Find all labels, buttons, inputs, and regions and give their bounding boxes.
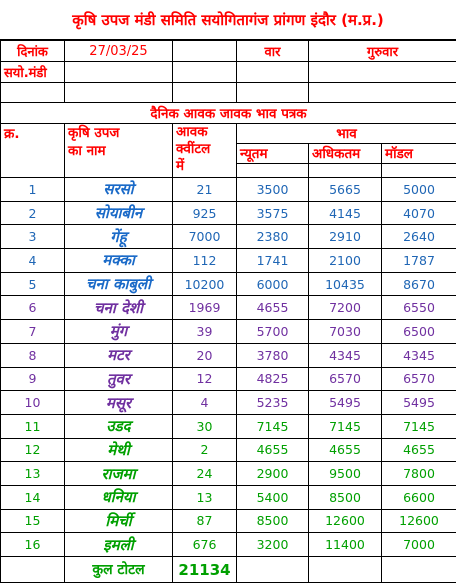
serial-cell: 15: [1, 509, 65, 533]
serial-cell: 3: [1, 225, 65, 249]
modal-price-cell: 4070: [382, 201, 456, 225]
table-row: [1, 249, 456, 273]
max-price-cell: 4655: [309, 438, 382, 462]
col-crop-line2: का नाम: [68, 142, 172, 160]
crop-name-cell: चना काबुली: [65, 272, 173, 296]
serial-cell: 9: [1, 367, 65, 391]
crop-name-cell: धनिया: [65, 485, 173, 509]
arrival-cell: 39: [173, 320, 237, 344]
modal-price-cell: 5495: [382, 391, 456, 415]
max-price-cell: 11400: [309, 533, 382, 557]
max-price-cell: 9500: [309, 462, 382, 486]
serial-cell: 6: [1, 296, 65, 320]
max-price-cell: 5495: [309, 391, 382, 415]
crop-name-cell: मिर्ची: [65, 509, 173, 533]
modal-price-cell: 6550: [382, 296, 456, 320]
price-table: [0, 40, 456, 583]
crop-name-cell: तुवर: [65, 367, 173, 391]
col-max: अधिकतम: [309, 144, 382, 164]
col-arrival-line3: में: [176, 158, 236, 175]
serial-cell: 4: [1, 249, 65, 273]
modal-price-cell: 6570: [382, 367, 456, 391]
min-price-cell: 3780: [237, 343, 309, 367]
table-row: [1, 201, 456, 225]
serial-cell: 11: [1, 414, 65, 438]
market-label: सयो.मंडी: [1, 62, 65, 83]
price-rows: [1, 178, 456, 557]
modal-price-cell: 7000: [382, 533, 456, 557]
serial-cell: 10: [1, 391, 65, 415]
table-row: [1, 485, 456, 509]
crop-name-cell: उडद: [65, 414, 173, 438]
max-price-cell: 7030: [309, 320, 382, 344]
serial-cell: 2: [1, 201, 65, 225]
max-price-cell: 7200: [309, 296, 382, 320]
arrival-cell: 7000: [173, 225, 237, 249]
min-price-cell: 5400: [237, 485, 309, 509]
total-value: 21134: [173, 557, 237, 583]
table-row: [1, 343, 456, 367]
table-row: [1, 296, 456, 320]
day-value: गुरुवार: [309, 41, 456, 62]
modal-price-cell: 4345: [382, 343, 456, 367]
table-row: [1, 178, 456, 202]
arrival-cell: 13: [173, 485, 237, 509]
min-price-cell: 1741: [237, 249, 309, 273]
table-row: [1, 509, 456, 533]
modal-price-cell: 4655: [382, 438, 456, 462]
table-row: [1, 272, 456, 296]
crop-name-cell: सोयाबीन: [65, 201, 173, 225]
table-row: [1, 414, 456, 438]
market-row: [1, 62, 456, 83]
table-row: [1, 391, 456, 415]
serial-cell: 7: [1, 320, 65, 344]
crop-name-cell: राजमा: [65, 462, 173, 486]
total-label: कुल टोटल: [65, 557, 173, 583]
arrival-cell: 24: [173, 462, 237, 486]
min-price-cell: 5700: [237, 320, 309, 344]
col-price: भाव: [237, 124, 456, 144]
min-price-cell: 2900: [237, 462, 309, 486]
crop-name-cell: मेथी: [65, 438, 173, 462]
col-arrival-line2: क्वींटल: [176, 141, 236, 158]
serial-cell: 1: [1, 178, 65, 202]
crop-name-cell: मुंग: [65, 320, 173, 344]
sheet-header: कृषि उपज मंडी समिति सयोगितागंज प्रांगण इंदौर (म.प्र.): [0, 0, 456, 40]
min-price-cell: 5235: [237, 391, 309, 415]
min-price-cell: 6000: [237, 272, 309, 296]
date-label: दिनांक: [1, 41, 65, 62]
total-row: [1, 557, 456, 583]
arrival-cell: 20: [173, 343, 237, 367]
min-price-cell: 4655: [237, 296, 309, 320]
min-price-cell: 4825: [237, 367, 309, 391]
table-row: [1, 367, 456, 391]
min-price-cell: 3200: [237, 533, 309, 557]
serial-cell: 14: [1, 485, 65, 509]
max-price-cell: 5665: [309, 178, 382, 202]
modal-price-cell: 5000: [382, 178, 456, 202]
crop-name-cell: चना देशी: [65, 296, 173, 320]
max-price-cell: 12600: [309, 509, 382, 533]
min-price-cell: 7145: [237, 414, 309, 438]
arrival-cell: 4: [173, 391, 237, 415]
max-price-cell: 8500: [309, 485, 382, 509]
arrival-cell: 87: [173, 509, 237, 533]
min-price-cell: 2380: [237, 225, 309, 249]
arrival-cell: 112: [173, 249, 237, 273]
modal-price-cell: 12600: [382, 509, 456, 533]
table-row: [1, 225, 456, 249]
report-title: दैनिक आवक जावक भाव पत्रक: [1, 103, 456, 124]
arrival-cell: 1969: [173, 296, 237, 320]
date-value: 27/03/25: [65, 41, 173, 62]
min-price-cell: 3500: [237, 178, 309, 202]
min-price-cell: 3575: [237, 201, 309, 225]
arrival-cell: 925: [173, 201, 237, 225]
crop-name-cell: गेंहू: [65, 225, 173, 249]
max-price-cell: 2910: [309, 225, 382, 249]
col-serial: क्र.: [1, 124, 65, 178]
arrival-cell: 12: [173, 367, 237, 391]
crop-name-cell: सरसो: [65, 178, 173, 202]
max-price-cell: 4345: [309, 343, 382, 367]
max-price-cell: 2100: [309, 249, 382, 273]
table-row: [1, 533, 456, 557]
report-title-row: [1, 103, 456, 124]
arrival-cell: 30: [173, 414, 237, 438]
modal-price-cell: 6500: [382, 320, 456, 344]
min-price-cell: 8500: [237, 509, 309, 533]
serial-cell: 5: [1, 272, 65, 296]
serial-cell: 16: [1, 533, 65, 557]
col-arrival-line1: आवक: [176, 124, 236, 141]
col-crop-line1: कृषि उपज: [68, 124, 172, 142]
min-price-cell: 4655: [237, 438, 309, 462]
modal-price-cell: 1787: [382, 249, 456, 273]
serial-cell: 12: [1, 438, 65, 462]
serial-cell: 8: [1, 343, 65, 367]
arrival-cell: 676: [173, 533, 237, 557]
col-modal: मॉडल: [382, 144, 456, 164]
table-row: [1, 462, 456, 486]
arrival-cell: 2: [173, 438, 237, 462]
col-min: न्यूतम: [237, 144, 309, 164]
modal-price-cell: 8670: [382, 272, 456, 296]
modal-price-cell: 6600: [382, 485, 456, 509]
max-price-cell: 10435: [309, 272, 382, 296]
crop-name-cell: मसूर: [65, 391, 173, 415]
max-price-cell: 6570: [309, 367, 382, 391]
day-label: वार: [237, 41, 309, 62]
crop-name-cell: इमली: [65, 533, 173, 557]
crop-name-cell: मटर: [65, 343, 173, 367]
spacer-row: [1, 83, 456, 103]
table-row: [1, 320, 456, 344]
modal-price-cell: 2640: [382, 225, 456, 249]
col-crop: [65, 124, 173, 178]
date-row: [1, 41, 456, 62]
crop-name-cell: मक्का: [65, 249, 173, 273]
arrival-cell: 10200: [173, 272, 237, 296]
arrival-cell: 21: [173, 178, 237, 202]
max-price-cell: 4145: [309, 201, 382, 225]
modal-price-cell: 7800: [382, 462, 456, 486]
col-arrival: [173, 124, 237, 178]
modal-price-cell: 7145: [382, 414, 456, 438]
column-header-row-1: [1, 124, 456, 144]
serial-cell: 13: [1, 462, 65, 486]
table-row: [1, 438, 456, 462]
max-price-cell: 7145: [309, 414, 382, 438]
